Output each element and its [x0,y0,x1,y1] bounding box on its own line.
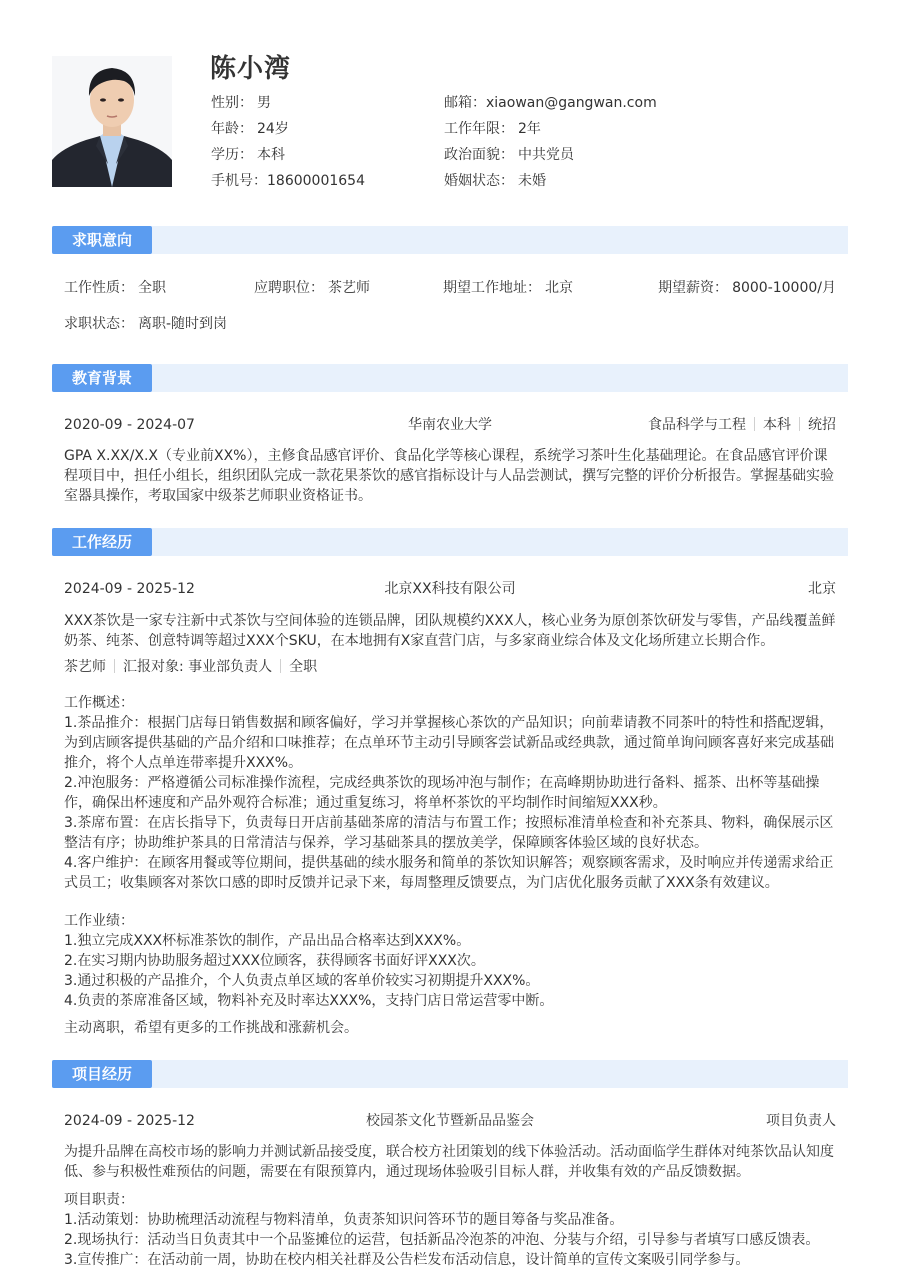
text-line: 3.茶席布置：在店长指导下，负责每日开店前基础茶席的清洁与布置工作；按照标准清单检查和补充茶具、物料，确保展示区 [64,815,834,831]
info-label: 邮箱： [444,95,486,111]
person-portrait-icon [52,56,172,187]
text-line: 低、参与积极性难预估的问题，需要在有限预算内，通过现场体验吸引目标人群，并收集有效的产品反馈数据。 [64,1164,750,1180]
section-header-work [52,528,848,556]
divider [280,659,281,673]
text-line: 奶茶、纯茶、创意特调等超过XXX个SKU，在本地拥有X家直营门店，与多家商业综合体及文化场所建立长期合作。 [64,633,775,649]
info-value: 18600001654 [267,173,365,189]
work-period: 2024-09 - 2025-12 [64,581,195,597]
section-title: 项目经历 [52,1060,152,1088]
text-line: 2.冲泡服务：严格遵循公司标准操作流程，完成经典茶饮的现场冲泡与制作；在高峰期协助进行备料、摇茶、出杯等基础操 [64,775,820,791]
profile-header [52,48,848,198]
info-label: 手机号： [211,173,267,189]
info-value: 本科 [257,147,285,163]
text-line: 2.在实习期内协助服务超过XXX位顾客，获得顾客书面好评XXX次。 [64,953,485,969]
project-entry-header [64,1111,836,1131]
intent-label: 应聘职位： [254,280,324,296]
work-tag-report: 汇报对象: 事业部负责人 [123,659,273,675]
info-phone [211,170,365,196]
intent-label: 期望工作地址： [443,280,541,296]
work-tags [64,657,836,677]
work-leave-reason [64,1018,836,1038]
info-label: 工作年限： [444,121,514,137]
section-title: 求职意向 [52,226,152,254]
intent-label: 工作性质： [64,280,134,296]
work-company-description [64,611,836,651]
education-meta [648,415,836,435]
profile-info-left [211,92,365,196]
education-entry-header [64,415,836,435]
info-value: 男 [257,95,271,111]
work-overview [64,693,836,893]
info-education [211,144,365,170]
text-line: 1.独立完成XXX杯标准茶饮的制作，产品出品合格率达到XXX%。 [64,933,471,949]
education-degree: 本科 [763,417,791,433]
info-email [444,92,657,118]
intent-salary [658,278,836,298]
work-tag-title: 茶艺师 [64,659,106,675]
info-label: 学历： [211,147,253,163]
text-line: GPA X.XX/X.X（专业前XX%），主修食品感官评价、食品化学等核心课程，系统学习茶叶生化基础理论。在食品感官评价课 [64,448,828,464]
text-line: 1.茶品推介：根据门店每日销售数据和顾客偏好，学习并掌握核心茶饮的产品知识；向前辈请教不同茶叶的特性和搭配逻辑， [64,715,834,731]
info-age [211,118,365,144]
section-header-intent [52,226,848,254]
section-header-project [52,1060,848,1088]
text-line: 3.通过积极的产品推介，个人负责点单区域的客单价较实习初期提升XXX%。 [64,973,540,989]
info-work-years [444,118,657,144]
info-value: xiaowan@gangwan.com [486,95,657,111]
work-tag-type: 全职 [289,659,318,675]
text-line: 程项目中，担任小组长，组织团队完成一款花果茶饮的感官指标设计与人品尝测试，撰写完整的评价分析报告。掌握基础实验 [64,468,834,484]
info-label: 婚姻状态： [444,173,514,189]
text-line: 1.活动策划：协助梳理活动流程与物料清单，负责茶知识问答环节的题目筹备与奖品准备。 [64,1212,624,1228]
text-line: 式员工；收集顾客对茶饮口感的即时反馈并记录下来，每周整理反馈要点，为门店优化服务贡献了XXX条有效建议。 [64,875,779,891]
work-location: 北京 [808,581,836,597]
info-label: 年龄： [211,121,253,137]
text-line: 4.负责的茶席准备区域，物料补充及时率达XXX%，支持门店日常运营零中断。 [64,993,554,1009]
text-line: 室器具操作，考取国家中级茶艺师职业资格证书。 [64,488,372,504]
subsection-title: 工作业绩： [64,913,134,929]
project-role: 项目负责人 [766,1113,836,1129]
divider [754,417,755,431]
text-line: 为提升品牌在高校市场的影响力并测试新品接受度，联合校方社团策划的线下体验活动。活动面临学生群体对纯茶饮品认知度 [64,1144,834,1160]
divider [114,659,115,673]
text-line: 推介，将个人点单连带率提升XXX%。 [64,755,303,771]
project-period: 2024-09 - 2025-12 [64,1113,195,1129]
intent-value: 离职-随时到岗 [138,316,228,332]
info-label: 性别： [211,95,253,111]
section-title: 工作经历 [52,528,152,556]
education-major: 食品科学与工程 [648,417,746,433]
text-line: 主动离职，希望有更多的工作挑战和涨薪机会。 [64,1020,358,1036]
project-description [64,1142,836,1182]
info-value: 2年 [518,121,541,137]
profile-info-right [444,92,657,196]
education-type: 统招 [808,417,836,433]
candidate-name: 陈小湾 [210,54,292,84]
education-school: 华南农业大学 [408,417,492,433]
profile-photo [52,56,172,187]
section-header-education [52,364,848,392]
work-entry-header [64,579,836,599]
info-value: 未婚 [518,173,546,189]
info-label: 政治面貌： [444,147,514,163]
text-line: 2.现场执行：活动当日负责其中一个品鉴摊位的运营，包括新品冷泡茶的冲泡、分装与介绍，引导参与者填写口感反馈表。 [64,1232,820,1248]
intent-job-type [64,278,166,298]
intent-label: 求职状态： [64,316,134,332]
text-line: 3.宣传推广：在活动前一周，协助在校内相关社群及公告栏发布活动信息，设计简单的宣传文案吸引同学参与。 [64,1252,750,1268]
project-duties [64,1190,836,1270]
text-line: 整洁有序；协助维护茶具的日常清洁与保养，学习基础茶具的摆放美学，保障顾客体验区域的良好状态。 [64,835,708,851]
project-name: 校园茶文化节暨新品品鉴会 [366,1113,534,1129]
intent-label: 期望薪资： [658,280,729,296]
intent-value: 8000-10000/月 [732,280,836,296]
info-value: 中共党员 [518,147,574,163]
info-political-status [444,144,657,170]
work-achievements [64,911,836,1011]
text-line: 作，确保出杯速度和产品外观符合标准；通过重复练习，将单杯茶饮的平均制作时间缩短XXX秒。 [64,795,667,811]
intent-position [254,278,370,298]
info-gender [211,92,365,118]
intent-location [443,278,573,298]
intent-value: 北京 [545,280,573,296]
text-line: 为到店顾客提供基础的产品介绍和口味推荐；在点单环节主动引导顾客尝试新品或经典款，通过简单询问顾客喜好来完成基础 [64,735,834,751]
text-line: 4.客户维护：在顾客用餐或等位期间，提供基础的续水服务和简单的茶饮知识解答；观察顾客需求，及时响应并传递需求给正 [64,855,834,871]
info-value: 24岁 [257,121,289,137]
intent-value: 全职 [138,280,166,296]
info-marital-status [444,170,657,196]
work-company: 北京XX科技有限公司 [384,581,516,597]
section-title: 教育背景 [52,364,152,392]
education-period: 2020-09 - 2024-07 [64,417,195,433]
divider [799,417,800,431]
education-description [64,446,836,506]
text-line: XXX茶饮是一家专注新中式茶饮与空间体验的连锁品牌，团队规模约XXX人，核心业务为原创茶饮研发与零售，产品线覆盖鲜 [64,613,836,629]
subsection-title: 项目职责： [64,1192,134,1208]
subsection-title: 工作概述： [64,695,134,711]
intent-value: 茶艺师 [328,280,370,296]
intent-status [64,314,227,334]
